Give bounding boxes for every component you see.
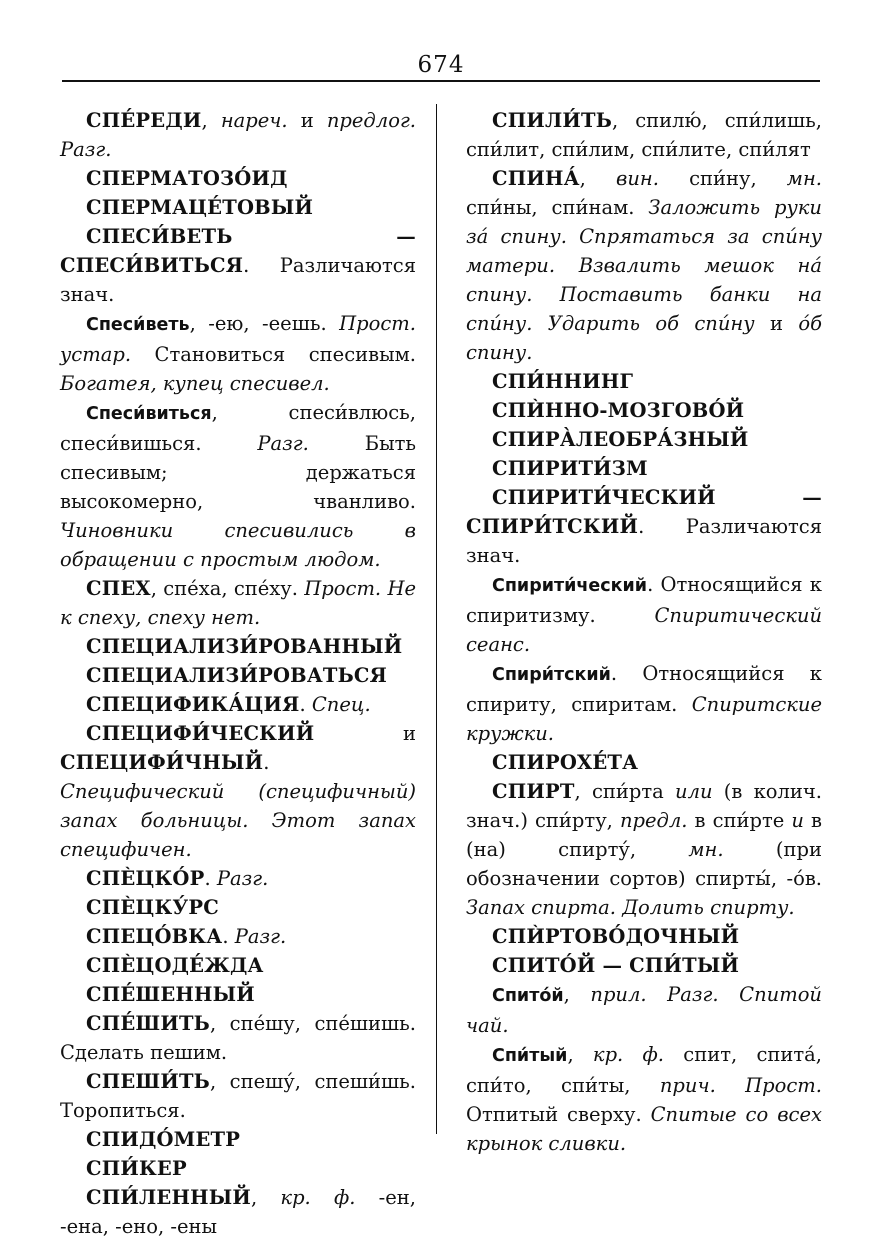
headword: СПЕЦИАЛИЗИ́РОВАННЫЙ: [86, 635, 403, 658]
entry-text: Становиться спесивым.: [131, 343, 416, 366]
dictionary-entry: [466, 1040, 822, 1158]
sub-headword: Спи́тый: [492, 1046, 568, 1066]
entry-text: (при обозначении сортов) спирты́, -о́в.: [466, 838, 822, 890]
headword: СПЀЦОДЕ́ЖДА: [86, 954, 264, 977]
headword: СПЀЦКО́Р: [86, 867, 205, 890]
headword: СПИ́КЕР: [86, 1157, 187, 1180]
entry-text: . Относящийся к спиритизму.: [466, 573, 822, 627]
entry-text: . Различаются знач.: [60, 254, 416, 306]
page-number: 674: [417, 52, 465, 78]
dictionary-entry: [60, 980, 416, 1009]
italic-text: предл.: [619, 809, 688, 832]
dictionary-entry: [60, 1067, 416, 1125]
dictionary-entry: [60, 951, 416, 980]
italic-text: и: [791, 809, 804, 832]
entry-text: ,: [201, 109, 221, 132]
dictionary-entry: [60, 632, 416, 661]
italic-text: о́б спину.: [466, 312, 822, 364]
dictionary-entry: [60, 309, 416, 398]
entry-text: , спеси́влюсь, спеси́вишься.: [60, 401, 416, 455]
dictionary-entry: [466, 748, 822, 777]
dictionary-entry: [466, 777, 822, 922]
entry-text: .: [263, 751, 270, 774]
entry-text: ,: [579, 167, 616, 190]
headword: СПИРИТИ́ЗМ: [492, 457, 648, 480]
entry-text: спи́ны, спи́нам.: [466, 196, 649, 219]
headword: СПЕРМАЦЕ́ТОВЫЙ: [86, 196, 314, 219]
entry-text: и: [314, 722, 416, 745]
italic-text: Прост. Не к спеху, спеху нет.: [60, 577, 416, 629]
entry-text: в (на) спирту́,: [466, 809, 822, 861]
dictionary-entry: [466, 570, 822, 659]
entry-text: . Различаются знач.: [466, 515, 822, 567]
italic-text: Спиритские кружки.: [466, 693, 822, 745]
italic-text: Специфический (специфичный) запах больницы. Этот запах специфичен.: [60, 780, 416, 861]
entry-text: Быть спесивым; держаться высокомерно, чванливо.: [60, 432, 417, 513]
headword: СПИДО́МЕТР: [86, 1128, 241, 1151]
italic-text: нареч.: [220, 109, 288, 132]
headword: СПИРТ: [492, 780, 575, 803]
entry-text: спит, спита́, спи́то, спи́ты,: [466, 1043, 822, 1097]
dictionary-entry: [466, 922, 822, 951]
entry-text: .: [204, 867, 217, 890]
entry-text: спи́ну,: [658, 167, 787, 190]
headword: СПИРА̀ЛЕОБРА́ЗНЫЙ: [492, 428, 749, 451]
italic-text: прич. Прост.: [659, 1074, 822, 1097]
entry-text: в спи́рте: [687, 809, 792, 832]
italic-text: мн.: [688, 838, 724, 861]
dictionary-entry: [60, 690, 416, 719]
dictionary-entry: [60, 1154, 416, 1183]
column-divider: [436, 104, 437, 1134]
italic-text: Спиритический сеанс.: [466, 604, 822, 656]
entry-text: Отпитый сверху.: [466, 1103, 651, 1126]
dictionary-entry: [466, 106, 822, 164]
italic-text: Разг.: [216, 867, 269, 890]
headword: СПЕ́ШЕННЫЙ: [86, 983, 255, 1006]
sub-headword: Спеси́виться: [86, 404, 212, 424]
dictionary-entry: [60, 893, 416, 922]
dictionary-entry: [60, 864, 416, 893]
dictionary-entry: [60, 661, 416, 690]
entry-text: .: [299, 693, 312, 716]
entry-text: (в колич. знач.) спи́рту,: [466, 780, 822, 832]
left-column: [60, 106, 416, 1241]
sub-headword: Спири́тский: [492, 665, 611, 685]
dictionary-entry: [466, 980, 822, 1040]
headword: СПЕЦИФИКА́ЦИЯ: [86, 693, 300, 716]
italic-text: мн.: [786, 167, 822, 190]
entry-text: и: [287, 109, 327, 132]
entry-text: , спе́ха, спе́ху.: [150, 577, 305, 600]
headword: СПЕСИ́ВЕТЬ — СПЕСИ́ВИТЬСЯ: [60, 225, 416, 277]
dictionary-entry: [466, 483, 822, 570]
headword: СПИРОХЕ́ТА: [492, 751, 639, 774]
entry-text: ,: [567, 1043, 593, 1066]
sub-headword: Спирити́ческий: [492, 576, 648, 596]
italic-text: вин.: [616, 167, 659, 190]
dictionary-entry: [466, 396, 822, 425]
dictionary-entry: [466, 951, 822, 980]
italic-text: Прост. устар.: [60, 312, 416, 366]
entry-text: и: [754, 312, 799, 335]
entry-text: , спилю́, спи́лишь, спи́лит, спи́лим, спи́лите, спи́лят: [466, 109, 822, 161]
entry-text: , спешу́, спеши́шь. Торопиться.: [60, 1070, 416, 1122]
dictionary-entry: [466, 164, 822, 367]
entry-text: .: [222, 925, 235, 948]
italic-text: Разг.: [234, 925, 287, 948]
italic-text: прил. Разг. Спитой чай.: [466, 983, 822, 1037]
headword: СПЍННО-МОЗГОВО́Й: [492, 399, 745, 422]
italic-text: кр. ф.: [592, 1043, 664, 1066]
dictionary-entry: [60, 398, 416, 574]
headword: СПЕЦИАЛИЗИ́РОВАТЬСЯ: [86, 664, 388, 687]
entry-text: , спе́шу, спе́шишь. Сделать пешим.: [60, 1012, 416, 1064]
dictionary-entry: [466, 367, 822, 396]
dictionary-entry: [466, 454, 822, 483]
entry-text: , -ею, -еешь.: [189, 312, 340, 335]
italic-text: Заложить руки за́ спину. Спрятаться за спи́ну матери. Взвалить мешок на́ спину. Поставить банки на спи́ну. Ударить об спи́ну: [466, 196, 822, 335]
headword: СПИ́ННИНГ: [492, 370, 634, 393]
headword: СПЀЦКУ́РС: [86, 896, 219, 919]
italic-text: Чиновники спесивились в обращении с простым людом.: [60, 519, 416, 571]
dictionary-entry: [60, 1125, 416, 1154]
dictionary-entry: [60, 222, 416, 309]
italic-text: Богатея, купец спесивел.: [60, 372, 330, 395]
dictionary-entry: [60, 719, 416, 864]
header-rule: [62, 80, 820, 82]
dictionary-entry: [466, 659, 822, 748]
italic-text: или: [675, 780, 713, 803]
headword: СПЕХ: [86, 577, 151, 600]
entry-text: ,: [250, 1186, 281, 1209]
right-column: [466, 106, 822, 1158]
italic-text: Разг.: [257, 432, 309, 455]
headword: СПЕЦО́ВКА: [86, 925, 223, 948]
headword: СПЕЦИФИ́ЧНЫЙ: [60, 751, 264, 774]
headword: СПЕРМАТОЗО́ИД: [86, 167, 288, 190]
dictionary-entry: [60, 164, 416, 193]
italic-text: Запах спирта. Долить спирту.: [466, 896, 795, 919]
dictionary-entry: [60, 1009, 416, 1067]
headword: СПИЛИ́ТЬ: [492, 109, 613, 132]
entry-text: . Относящийся к спириту, спиритам.: [466, 662, 822, 716]
dictionary-entry: [60, 106, 416, 164]
headword: СПЕЦИФИ́ЧЕСКИЙ: [86, 722, 315, 745]
dictionary-entry: [60, 193, 416, 222]
headword: СПЕ́ШИТЬ: [86, 1012, 210, 1035]
headword: СПИТО́Й — СПИ́ТЫЙ: [492, 954, 740, 977]
sub-headword: Спито́й: [492, 986, 564, 1006]
headword: СПИ́ЛЕННЫЙ: [86, 1186, 251, 1209]
entry-text: , спи́рта: [574, 780, 676, 803]
italic-text: кр. ф.: [280, 1186, 356, 1209]
headword: СПЕШИ́ТЬ: [86, 1070, 210, 1093]
italic-text: Спитые со всех крынок сливки.: [466, 1103, 822, 1155]
italic-text: предлог. Разг.: [60, 109, 416, 161]
sub-headword: Спеси́веть: [86, 315, 190, 335]
entry-text: -ен, -ена, -ено, -ены: [60, 1186, 416, 1238]
dictionary-entry: [466, 425, 822, 454]
dictionary-entry: [60, 922, 416, 951]
headword: СПЕ́РЕДИ: [86, 109, 202, 132]
entry-text: ,: [563, 983, 591, 1006]
dictionary-entry: [60, 574, 416, 632]
italic-text: Спец.: [311, 693, 371, 716]
headword: СПИНА́: [492, 167, 580, 190]
headword: СПИРИТИ́ЧЕСКИЙ — СПИРИ́ТСКИЙ: [466, 486, 822, 538]
headword: СПЍРТОВО́ДОЧНЫЙ: [492, 925, 740, 948]
